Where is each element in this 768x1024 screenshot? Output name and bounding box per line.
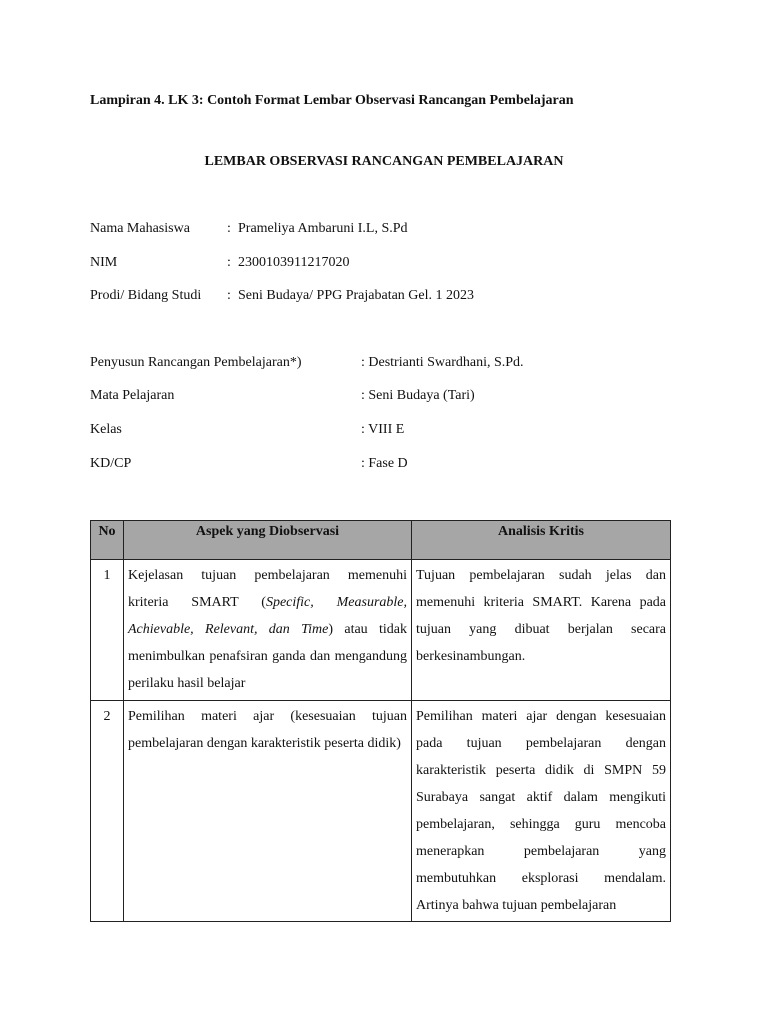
document-title: LEMBAR OBSERVASI RANCANGAN PEMBELAJARAN [204, 154, 564, 169]
author-label: Penyusun Rancangan Pembelajaran*) [90, 355, 302, 370]
aspect-cell [124, 560, 412, 701]
aspect-text: Kejelasan tujuan pembelajaran memenuhi kriteria SMART ( [128, 568, 407, 610]
analysis-cell: Tujuan pembelajaran sudah jelas dan memenuhi kriteria SMART. Karena pada tujuan yang dibuat berjalan secara berkesinambungan. [412, 560, 671, 701]
appendix-heading: Lampiran 4. LK 3: Contoh Format Lembar Observasi Rancangan Pembelajaran [90, 93, 574, 108]
prodi-sep: : [227, 288, 231, 303]
row-number: 1 [91, 560, 124, 701]
aspect-text-italic: Specific, Measurable, Achievable, Relevant, dan Time [128, 595, 407, 637]
class-value: : VIII E [361, 422, 405, 437]
kdcp-label: KD/CP [90, 456, 132, 471]
aspect-text: ) atau tidak menimbulkan penafsiran ganda dan mengandung perilaku hasil belajar [128, 622, 407, 691]
student-name-sep: : [227, 221, 231, 236]
analysis-cell: Pemilihan materi ajar dengan kesesuaian pada tujuan pembelajaran dengan karakteristik peserta didik di SMPN 59 Surabaya sangat aktif dalam mengikuti pembelajaran, sehingga guru mencoba menerapkan pembelajaran yang membutuhkan eksplorasi mendalam. Artinya bahwa tujuan pembelajaran [412, 701, 671, 922]
class-label: Kelas [90, 422, 122, 437]
author-value: : Destrianti Swardhani, S.Pd. [361, 355, 524, 370]
header-aspect: Aspek yang Diobservasi [124, 521, 412, 560]
nim-value: 2300103911217020 [238, 255, 350, 270]
observation-table [90, 520, 671, 922]
student-name-label: Nama Mahasiswa [90, 221, 190, 236]
nim-label: NIM [90, 255, 118, 270]
kdcp-value: : Fase D [361, 456, 408, 471]
table-row [91, 701, 671, 922]
table-header-row [91, 521, 671, 560]
row-number: 2 [91, 701, 124, 922]
subject-value: : Seni Budaya (Tari) [361, 388, 475, 403]
prodi-label: Prodi/ Bidang Studi [90, 288, 202, 303]
aspect-cell: Pemilihan materi ajar (kesesuaian tujuan pembelajaran dengan karakteristik peserta didik) [124, 701, 412, 922]
nim-sep: : [227, 255, 231, 270]
prodi-value: Seni Budaya/ PPG Prajabatan Gel. 1 2023 [238, 288, 475, 303]
header-analysis: Analisis Kritis [412, 521, 671, 560]
table-row [91, 560, 671, 701]
student-name-value: Prameliya Ambaruni I.L, S.Pd [238, 221, 408, 236]
header-no: No [91, 521, 124, 560]
subject-label: Mata Pelajaran [90, 388, 175, 403]
